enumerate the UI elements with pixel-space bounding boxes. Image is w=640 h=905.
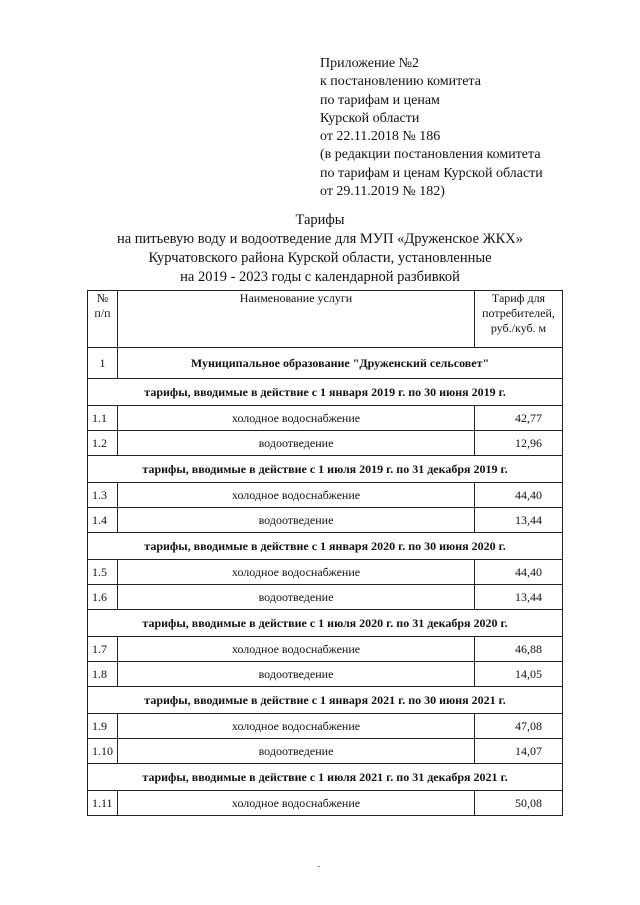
row-tariff-value: 14,07 xyxy=(475,739,563,764)
annex-line: Курской области xyxy=(320,110,420,126)
municipality-name: Муниципальное образование "Друженский сельсовет" xyxy=(118,348,563,379)
table-header-row xyxy=(88,291,563,348)
row-tariff-value: 46,88 xyxy=(475,637,563,662)
period-title: тарифы, вводимые в действие с 1 июля 2020 г. по 31 декабря 2020 г. xyxy=(88,610,563,637)
row-service-name: водоотведение xyxy=(118,431,475,456)
title-line: на питьевую воду и водоотведение для МУП «Друженское ЖКХ» xyxy=(116,231,524,247)
table-row xyxy=(88,662,563,687)
period-title: тарифы, вводимые в действие с 1 июля 2021 г. по 31 декабря 2021 г. xyxy=(88,764,563,791)
row-tariff-value: 14,05 xyxy=(475,662,563,687)
header-num-line2: п/п xyxy=(94,306,111,320)
annex-block xyxy=(320,55,543,201)
row-service-name: холодное водоснабжение xyxy=(118,791,475,816)
row-service-name: холодное водоснабжение xyxy=(118,406,475,431)
header-tariff-line1: Тариф для xyxy=(491,291,546,305)
row-service-name: водоотведение xyxy=(118,508,475,533)
row-tariff-value: 44,40 xyxy=(475,483,563,508)
row-num: 1.5 xyxy=(88,560,118,585)
row-num: 1.8 xyxy=(88,662,118,687)
annex-line: (в редакции постановления комитета xyxy=(320,147,541,163)
table-row xyxy=(88,791,563,816)
row-tariff-value: 42,77 xyxy=(475,406,563,431)
tariff-table xyxy=(87,290,563,816)
row-num: 1.6 xyxy=(88,585,118,610)
annex-line: Приложение №2 xyxy=(320,56,419,71)
title-line: Тарифы xyxy=(295,212,345,228)
title-line: Курчатовского района Курской области, установленные xyxy=(148,250,492,266)
row-num: 1.11 xyxy=(88,791,118,816)
title-line: на 2019 - 2023 годы с календарной разбивкой xyxy=(180,269,460,285)
annex-line: по тарифам и ценам Курской области xyxy=(320,165,543,181)
row-num: 1.3 xyxy=(88,483,118,508)
period-row xyxy=(88,687,563,714)
table-row xyxy=(88,560,563,585)
row-service-name: водоотведение xyxy=(118,662,475,687)
annex-line: от 22.11.2018 № 186 xyxy=(320,129,441,145)
row-tariff-value: 50,08 xyxy=(475,791,563,816)
period-row xyxy=(88,379,563,406)
row-service-name: холодное водоснабжение xyxy=(118,560,475,585)
municipality-row xyxy=(88,348,563,379)
header-tariff-line3: руб./куб. м xyxy=(490,321,547,335)
table-row xyxy=(88,508,563,533)
row-service-name: холодное водоснабжение xyxy=(118,714,475,739)
period-row xyxy=(88,610,563,637)
row-tariff-value: 13,44 xyxy=(475,508,563,533)
period-row xyxy=(88,764,563,791)
period-row xyxy=(88,533,563,560)
annex-line: к постановлению комитета xyxy=(320,74,481,90)
header-tariff xyxy=(475,291,563,348)
period-title: тарифы, вводимые в действие с 1 января 2019 г. по 30 июня 2019 г. xyxy=(88,379,563,406)
table-row xyxy=(88,483,563,508)
row-num: 1.10 xyxy=(88,739,118,764)
period-title: тарифы, вводимые в действие с 1 января 2021 г. по 30 июня 2021 г. xyxy=(88,687,563,714)
row-service-name: холодное водоснабжение xyxy=(118,483,475,508)
header-num xyxy=(88,291,118,348)
table-row xyxy=(88,714,563,739)
row-num: 1.1 xyxy=(88,406,118,431)
document-title xyxy=(0,211,640,287)
annex-line: по тарифам и ценам xyxy=(320,92,440,108)
row-tariff-value: 13,44 xyxy=(475,585,563,610)
table-row xyxy=(88,739,563,764)
header-num-line1: № xyxy=(96,291,109,305)
row-num: 1.9 xyxy=(88,714,118,739)
row-num: 1.7 xyxy=(88,637,118,662)
period-title: тарифы, вводимые в действие с 1 января 2020 г. по 30 июня 2020 г. xyxy=(88,533,563,560)
municipality-num: 1 xyxy=(88,348,118,379)
table-row xyxy=(88,637,563,662)
row-tariff-value: 44,40 xyxy=(475,560,563,585)
header-name: Наименование услуги xyxy=(118,291,475,348)
table-row xyxy=(88,406,563,431)
header-tariff-line2: потребителей, xyxy=(482,306,555,320)
row-tariff-value: 12,96 xyxy=(475,431,563,456)
scan-speck xyxy=(317,866,320,867)
row-service-name: холодное водоснабжение xyxy=(118,637,475,662)
row-service-name: водоотведение xyxy=(118,585,475,610)
table-row xyxy=(88,585,563,610)
period-title: тарифы, вводимые в действие с 1 июля 2019 г. по 31 декабря 2019 г. xyxy=(88,456,563,483)
period-row xyxy=(88,456,563,483)
row-service-name: водоотведение xyxy=(118,739,475,764)
row-num: 1.2 xyxy=(88,431,118,456)
annex-line: от 29.11.2019 № 182) xyxy=(320,184,445,200)
table-row xyxy=(88,431,563,456)
row-num: 1.4 xyxy=(88,508,118,533)
row-tariff-value: 47,08 xyxy=(475,714,563,739)
